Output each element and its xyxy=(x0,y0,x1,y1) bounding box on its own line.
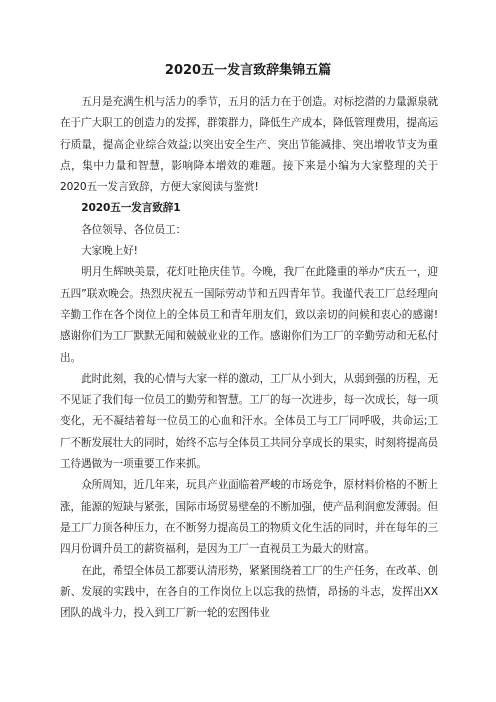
body-paragraph: 在此，希望全体员工都要认清形势，紧紧围绕着工厂的生产任务，在改革、创新、发展的实践中，在各自的工作岗位上以忘我的热情，昂扬的斗志，发挥出XX团队的战斗力，投入到工厂新一轮的宏图伟业 xyxy=(60,564,438,620)
body-paragraph: 此时此刻，我的心情与大家一样的激动，工厂从小到大，从弱到强的历程，无不见证了我们每一位员工的勤劳和智慧。工厂的每一次进步，每一次成长，每一项变化，无不凝结着每一位员工的心血和汗水。全体员工与工厂同呼吸，共命运;工厂不断发展壮大的同时，始终不忘与全体员工共同分享成长的果实，时刻将提高员工待遇做为一项重要工作来抓。 xyxy=(60,372,438,471)
body-paragraph: 五月是充满生机与活力的季节，五月的活力在于创造。对标挖潜的力量源泉就在于广大职工的创造力的发挥，群策群力，降低生产成本，降低管理费用，提高运行质量，提高企业综合效益;以突出安全生产、突出节能减排、突出增收节支为重点，集中力量和智慧，影响降本增效的难题。接下来是小编为大家整理的关于2020五一发言致辞，方便大家阅读与鉴赏! xyxy=(60,96,438,194)
body-paragraph: 明月生辉映美景，花灯吐艳庆佳节。今晚，我厂在此隆重的举办“庆五一，迎五四”联欢晚会。热烈庆祝五一国际劳动节和五四青年节。我谨代表工厂总经理向辛勤工作在各个岗位上的全体员工和青年朋友们，致以亲切的问候和衷心的感谢!感谢你们为工厂默默无闻和兢兢业业的工作。感谢你们为工厂的辛勤劳动和无私付出。 xyxy=(60,266,438,364)
body-paragraph: 大家晚上好! xyxy=(81,245,138,258)
document-body xyxy=(60,92,438,624)
section-heading: 2020五一发言致辞1 xyxy=(81,202,181,215)
body-paragraph: 各位领导、各位员工： xyxy=(81,223,187,236)
body-paragraph: 众所周知，近几年来，玩具产业面临着严峻的市场竞争，原材料价格的不断上涨，能源的短缺与紧张，国际市场贸易壁垒的不断加强，使产品利润愈发薄弱。但是工厂力顶各种压力，在不断努力提高员工的物质文化生活的同时，并在每年的三四月份调升员工的薪资福利，是因为工厂一直视员工为最大的财富。 xyxy=(60,479,438,556)
document-title: 2020五一发言致辞集锦五篇 xyxy=(164,63,332,78)
